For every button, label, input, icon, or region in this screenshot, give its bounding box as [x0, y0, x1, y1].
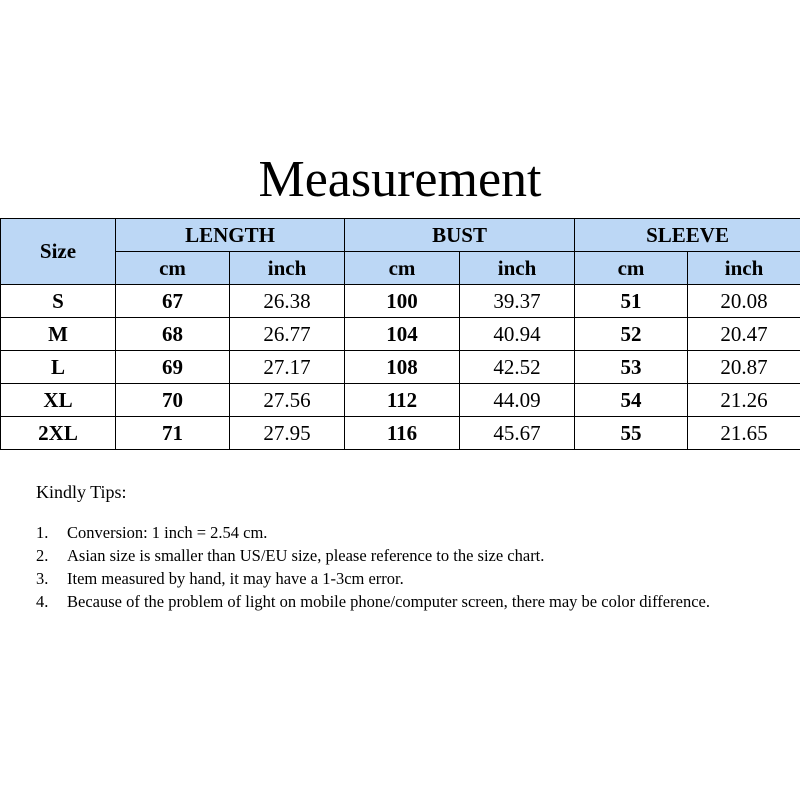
bust-inch-cell: 40.94 — [460, 318, 575, 351]
length-cm-cell: 69 — [116, 351, 230, 384]
length-inch-cell: 27.56 — [230, 384, 345, 417]
length-inch-cell: 27.95 — [230, 417, 345, 450]
bust-cm-cell: 116 — [345, 417, 460, 450]
sleeve-cm-header: cm — [575, 252, 688, 285]
length-cm-cell: 68 — [116, 318, 230, 351]
tip-text: Because of the problem of light on mobile phone/computer screen, there may be color difference. — [67, 592, 710, 611]
bust-inch-cell: 39.37 — [460, 285, 575, 318]
tip-text: Item measured by hand, it may have a 1-3cm error. — [67, 569, 404, 588]
length-cm-cell: 70 — [116, 384, 230, 417]
size-cell: L — [1, 351, 116, 384]
kindly-tips — [36, 482, 776, 613]
bust-inch-header: inch — [460, 252, 575, 285]
size-cell: 2XL — [1, 417, 116, 450]
sleeve-cm-cell: 52 — [575, 318, 688, 351]
sleeve-cm-cell: 51 — [575, 285, 688, 318]
length-inch-cell: 26.38 — [230, 285, 345, 318]
tip-text: Conversion: 1 inch = 2.54 cm. — [67, 523, 268, 542]
page-title: Measurement — [258, 151, 542, 208]
length-cm-cell: 67 — [116, 285, 230, 318]
tip-number: 3. — [36, 569, 49, 588]
bust-cm-cell: 112 — [345, 384, 460, 417]
size-cell: XL — [1, 384, 116, 417]
bust-inch-cell: 42.52 — [460, 351, 575, 384]
bust-cm-cell: 104 — [345, 318, 460, 351]
tip-number: 2. — [36, 546, 49, 565]
size-cell: M — [1, 318, 116, 351]
bust-inch-cell: 45.67 — [460, 417, 575, 450]
length-inch-cell: 26.77 — [230, 318, 345, 351]
table-row — [1, 384, 800, 417]
table-row — [1, 351, 800, 384]
size-column-header: Size — [1, 219, 116, 285]
tip-text: Asian size is smaller than US/EU size, please reference to the size chart. — [67, 546, 545, 565]
tip-number: 1. — [36, 523, 49, 542]
sleeve-inch-cell: 20.08 — [688, 285, 800, 318]
sleeve-cm-cell: 53 — [575, 351, 688, 384]
sleeve-inch-cell: 20.47 — [688, 318, 800, 351]
bust-group-header: BUST — [345, 219, 575, 252]
size-cell: S — [1, 285, 116, 318]
length-cm-header: cm — [116, 252, 230, 285]
sleeve-cm-cell: 54 — [575, 384, 688, 417]
tips-title: Kindly Tips: — [36, 482, 127, 502]
length-group-header: LENGTH — [116, 219, 345, 252]
sleeve-group-header: SLEEVE — [575, 219, 800, 252]
sleeve-inch-header: inch — [688, 252, 800, 285]
bust-cm-header: cm — [345, 252, 460, 285]
tip-number: 4. — [36, 592, 49, 611]
table-row — [1, 417, 800, 450]
sleeve-inch-cell: 20.87 — [688, 351, 800, 384]
length-inch-header: inch — [230, 252, 345, 285]
length-inch-cell: 27.17 — [230, 351, 345, 384]
size-chart-table — [0, 218, 800, 450]
length-cm-cell: 71 — [116, 417, 230, 450]
table-row — [1, 285, 800, 318]
table-row — [1, 318, 800, 351]
tip-item — [36, 521, 776, 544]
tip-item — [36, 567, 776, 590]
bust-cm-cell: 100 — [345, 285, 460, 318]
sleeve-inch-cell: 21.26 — [688, 384, 800, 417]
sleeve-inch-cell: 21.65 — [688, 417, 800, 450]
sleeve-cm-cell: 55 — [575, 417, 688, 450]
bust-inch-cell: 44.09 — [460, 384, 575, 417]
tips-list — [36, 521, 776, 613]
bust-cm-cell: 108 — [345, 351, 460, 384]
tip-item — [36, 590, 776, 613]
tip-item — [36, 544, 776, 567]
